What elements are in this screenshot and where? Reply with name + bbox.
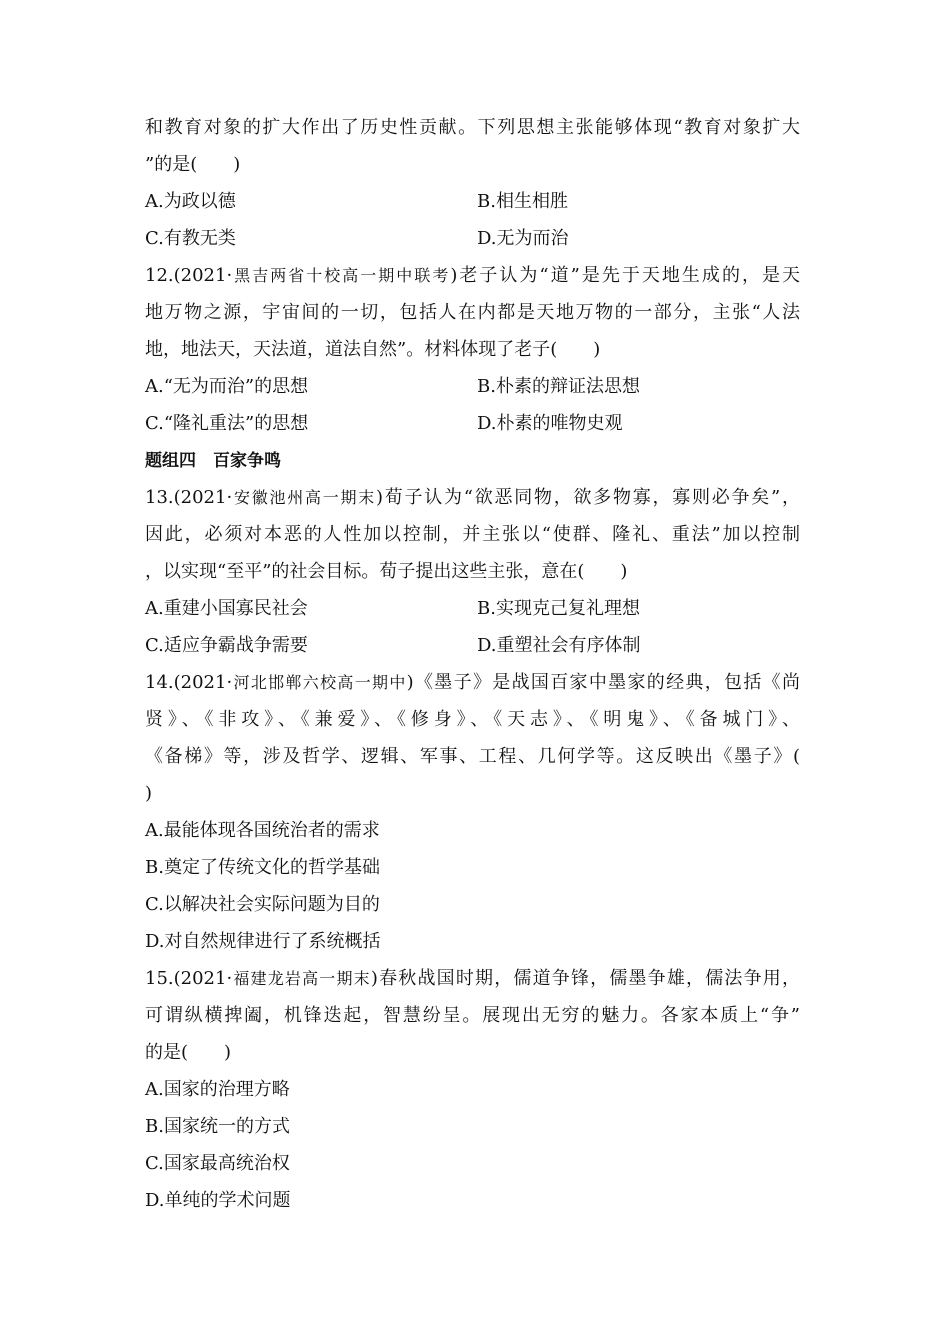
q14-line-2: 贤》、《非攻》、《兼爱》、《修身》、《天志》、《明鬼》、《备城门》、 xyxy=(145,709,800,730)
q12-text-1: )老子认为“道”是先于天地生成的，是天 xyxy=(450,265,800,286)
q12-option-d: D.朴素的唯物史观 xyxy=(477,413,623,434)
q15-line-1 xyxy=(145,966,800,992)
q14-option-a: A.最能体现各国统治者的需求 xyxy=(145,820,380,841)
q12-option-b: B.朴素的辩证法思想 xyxy=(477,376,640,397)
q14-text-1: )《墨子》是战国百家中墨家的经典，包括《尚 xyxy=(406,672,800,693)
q14-line-3: 《备梯》等，涉及哲学、逻辑、军事、工程、几何学等。这反映出《墨子》( xyxy=(145,746,800,767)
q11-option-c: C.有教无类 xyxy=(145,228,236,249)
q12-number: 12.(2021· xyxy=(145,265,233,286)
q12-line-1 xyxy=(145,263,800,289)
q13-text-1: )荀子认为“欲恶同物，欲多物寡，寡则必争矣”， xyxy=(375,487,800,508)
q14-line-1 xyxy=(145,670,800,696)
q11-line-1: 和教育对象的扩大作出了历史性贡献。下列思想主张能够体现“教育对象扩大 xyxy=(145,117,800,138)
q12-line-3: 地，地法天，天法道，道法自然”。材料体现了老子( ) xyxy=(145,339,601,360)
q14-option-d: D.对自然规律进行了系统概括 xyxy=(145,931,381,952)
q15-option-a: A.国家的治理方略 xyxy=(145,1079,290,1100)
q13-source: 安徽池州高一期末 xyxy=(232,488,376,507)
q14-option-c: C.以解决社会实际问题为目的 xyxy=(145,894,380,915)
q15-text-1: )春秋战国时期，儒道争锋，儒墨争雄，儒法争用， xyxy=(370,968,800,989)
q15-number: 15.(2021· xyxy=(145,968,233,989)
q11-option-b: B.相生相胜 xyxy=(477,191,568,212)
q15-line-3: 的是( ) xyxy=(145,1042,232,1063)
q12-option-c: C.“隆礼重法”的思想 xyxy=(145,413,309,434)
q15-option-d: D.单纯的学术问题 xyxy=(145,1190,291,1211)
section-heading: 题组四 百家争鸣 xyxy=(145,451,281,471)
q11-line-2: ”的是( ) xyxy=(145,154,241,175)
q14-option-b: B.奠定了传统文化的哲学基础 xyxy=(145,857,380,878)
q13-option-c: C.适应争霸战争需要 xyxy=(145,635,308,656)
q14-number: 14.(2021· xyxy=(145,672,233,693)
q11-option-a: A.为政以德 xyxy=(145,191,236,212)
q13-option-a: A.重建小国寡民社会 xyxy=(145,598,308,619)
q12-line-2: 地万物之源，宇宙间的一切，包括人在内都是天地万物的一部分，主张“人法 xyxy=(145,302,800,323)
q13-line-3: ，以实现“至平”的社会目标。荀子提出这些主张，意在( ) xyxy=(145,561,628,582)
q13-line-1 xyxy=(145,485,800,511)
q13-line-2: 因此，必须对本恶的人性加以控制，并主张以“使群、隆礼、重法”加以控制 xyxy=(145,524,800,545)
q13-option-d: D.重塑社会有序体制 xyxy=(477,635,641,656)
q15-source: 福建龙岩高一期末 xyxy=(232,969,371,988)
q15-option-b: B.国家统一的方式 xyxy=(145,1116,290,1137)
q12-option-a: A.“无为而治”的思想 xyxy=(145,376,309,397)
q14-source: 河北邯郸六校高一期中 xyxy=(232,673,407,692)
q15-option-c: C.国家最高统治权 xyxy=(145,1153,290,1174)
q12-source: 黑吉两省十校高一期中联考 xyxy=(232,266,451,285)
q11-option-d: D.无为而治 xyxy=(477,228,569,249)
q13-option-b: B.实现克己复礼理想 xyxy=(477,598,640,619)
q13-number: 13.(2021· xyxy=(145,487,233,508)
q15-line-2: 可谓纵横捭阖，机锋迭起，智慧纷呈。展现出无穷的魅力。各家本质上“争” xyxy=(145,1005,800,1026)
q14-line-4: ) xyxy=(145,783,153,804)
